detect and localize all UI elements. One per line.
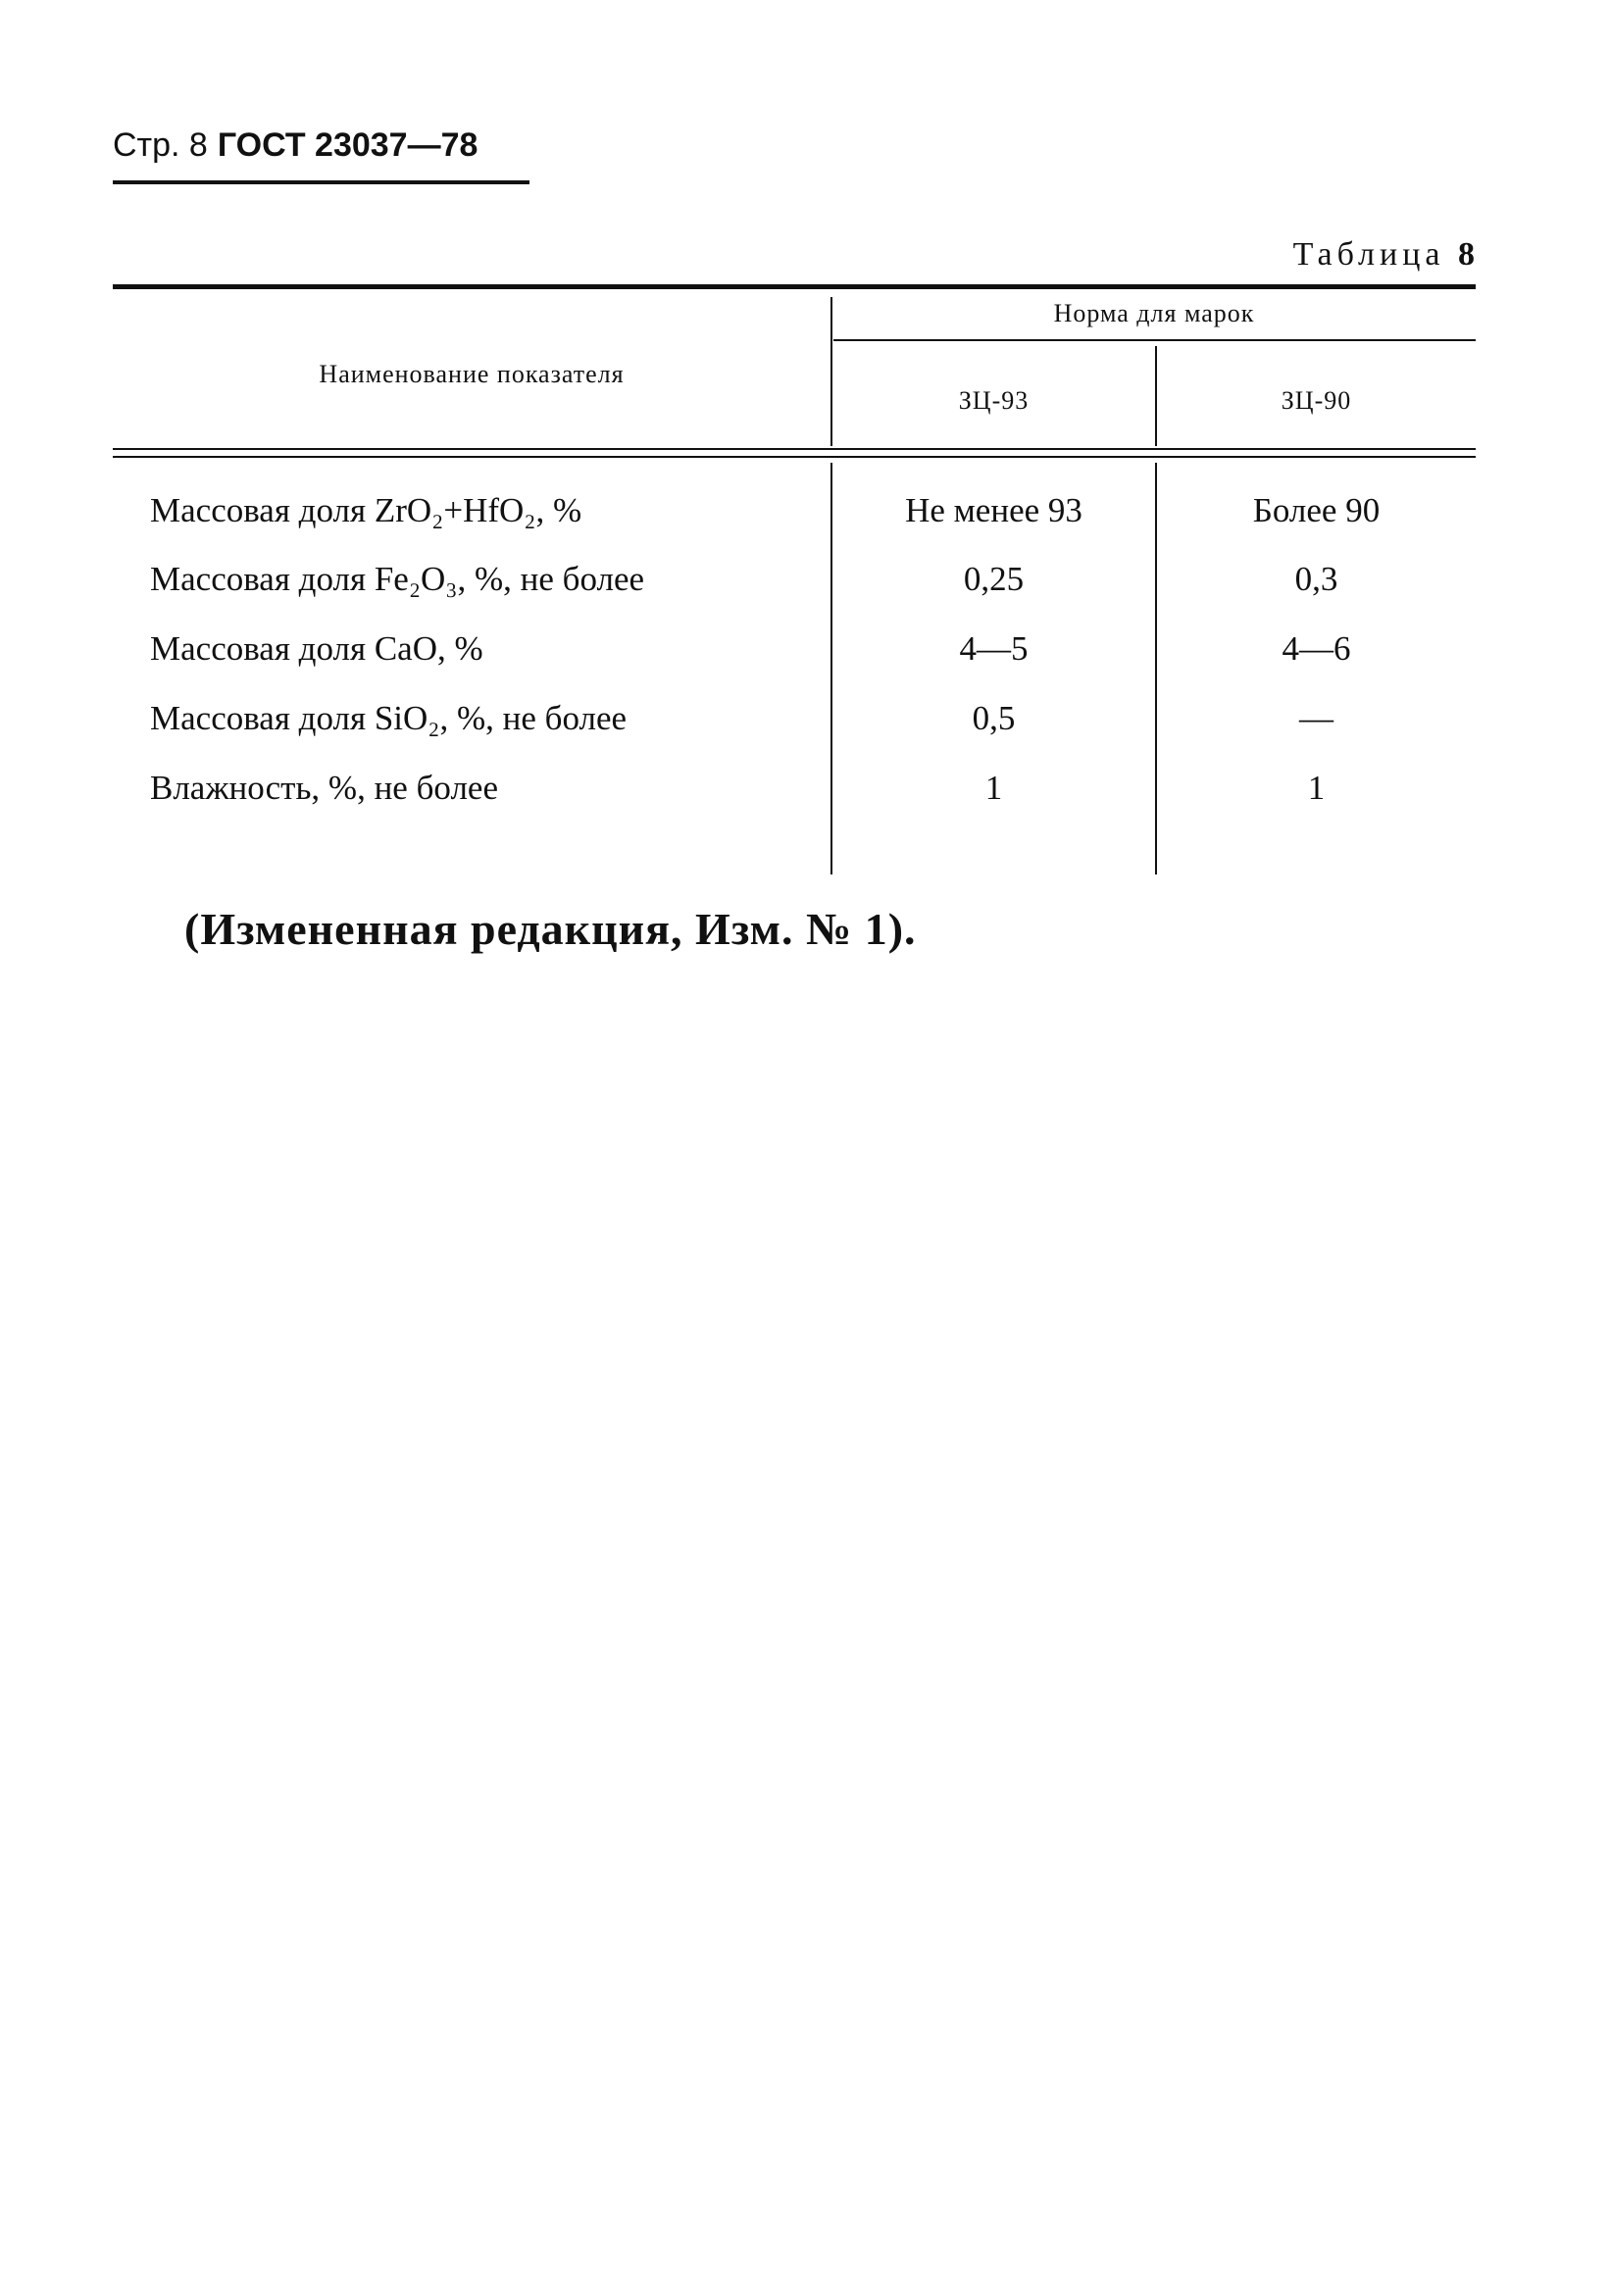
table-row [113,615,1476,683]
document-number: ГОСТ 23037—78 [217,126,478,164]
header-rule [113,180,529,184]
amendment-note: (Измененная редакция, Изм. № 1). [184,904,917,954]
table-row [113,754,1476,823]
value-zc93: 0,25 [963,560,1025,598]
page-reference: Стр. 8 [113,126,208,164]
column-header-grade-zc90: ЗЦ-90 [1281,386,1352,415]
table-top-rule [113,284,1476,289]
value-zc90: 4—6 [1282,629,1351,668]
table-row [113,476,1476,545]
column-header-norm-group: Норма для марок [1053,299,1255,327]
table-row [113,545,1476,614]
indicator-name: Массовая доля Fe₂O₃, %, не более [150,560,645,598]
column-header-grade-zc93: ЗЦ-93 [958,386,1030,415]
value-zc93: 0,5 [972,699,1016,737]
value-zc93: Не менее 93 [905,491,1082,529]
header-double-rule-upper [113,448,1476,450]
indicator-name: Влажность, %, не более [150,769,498,807]
indicator-name: Массовая доля CaO, % [150,629,483,668]
value-zc93: 4—5 [959,629,1029,668]
norm-group-rule [833,339,1476,341]
column-header-name: Наименование показателя [319,360,625,388]
header-double-rule-lower [113,456,1476,458]
value-zc90: 0,3 [1294,560,1338,598]
table-caption-word: Таблица [1292,236,1445,273]
table-caption-number: 8 [1458,236,1475,273]
indicator-name: Массовая доля ZrO₂+HfO₂, % [150,491,582,529]
indicator-name: Массовая доля SiO₂, %, не более [150,699,628,737]
table-caption [1293,235,1475,275]
value-zc90: Более 90 [1252,491,1381,529]
running-header [113,125,478,165]
value-zc90: — [1299,699,1333,737]
value-zc93: 1 [984,769,1003,807]
value-zc90: 1 [1307,769,1326,807]
table-row [113,684,1476,753]
